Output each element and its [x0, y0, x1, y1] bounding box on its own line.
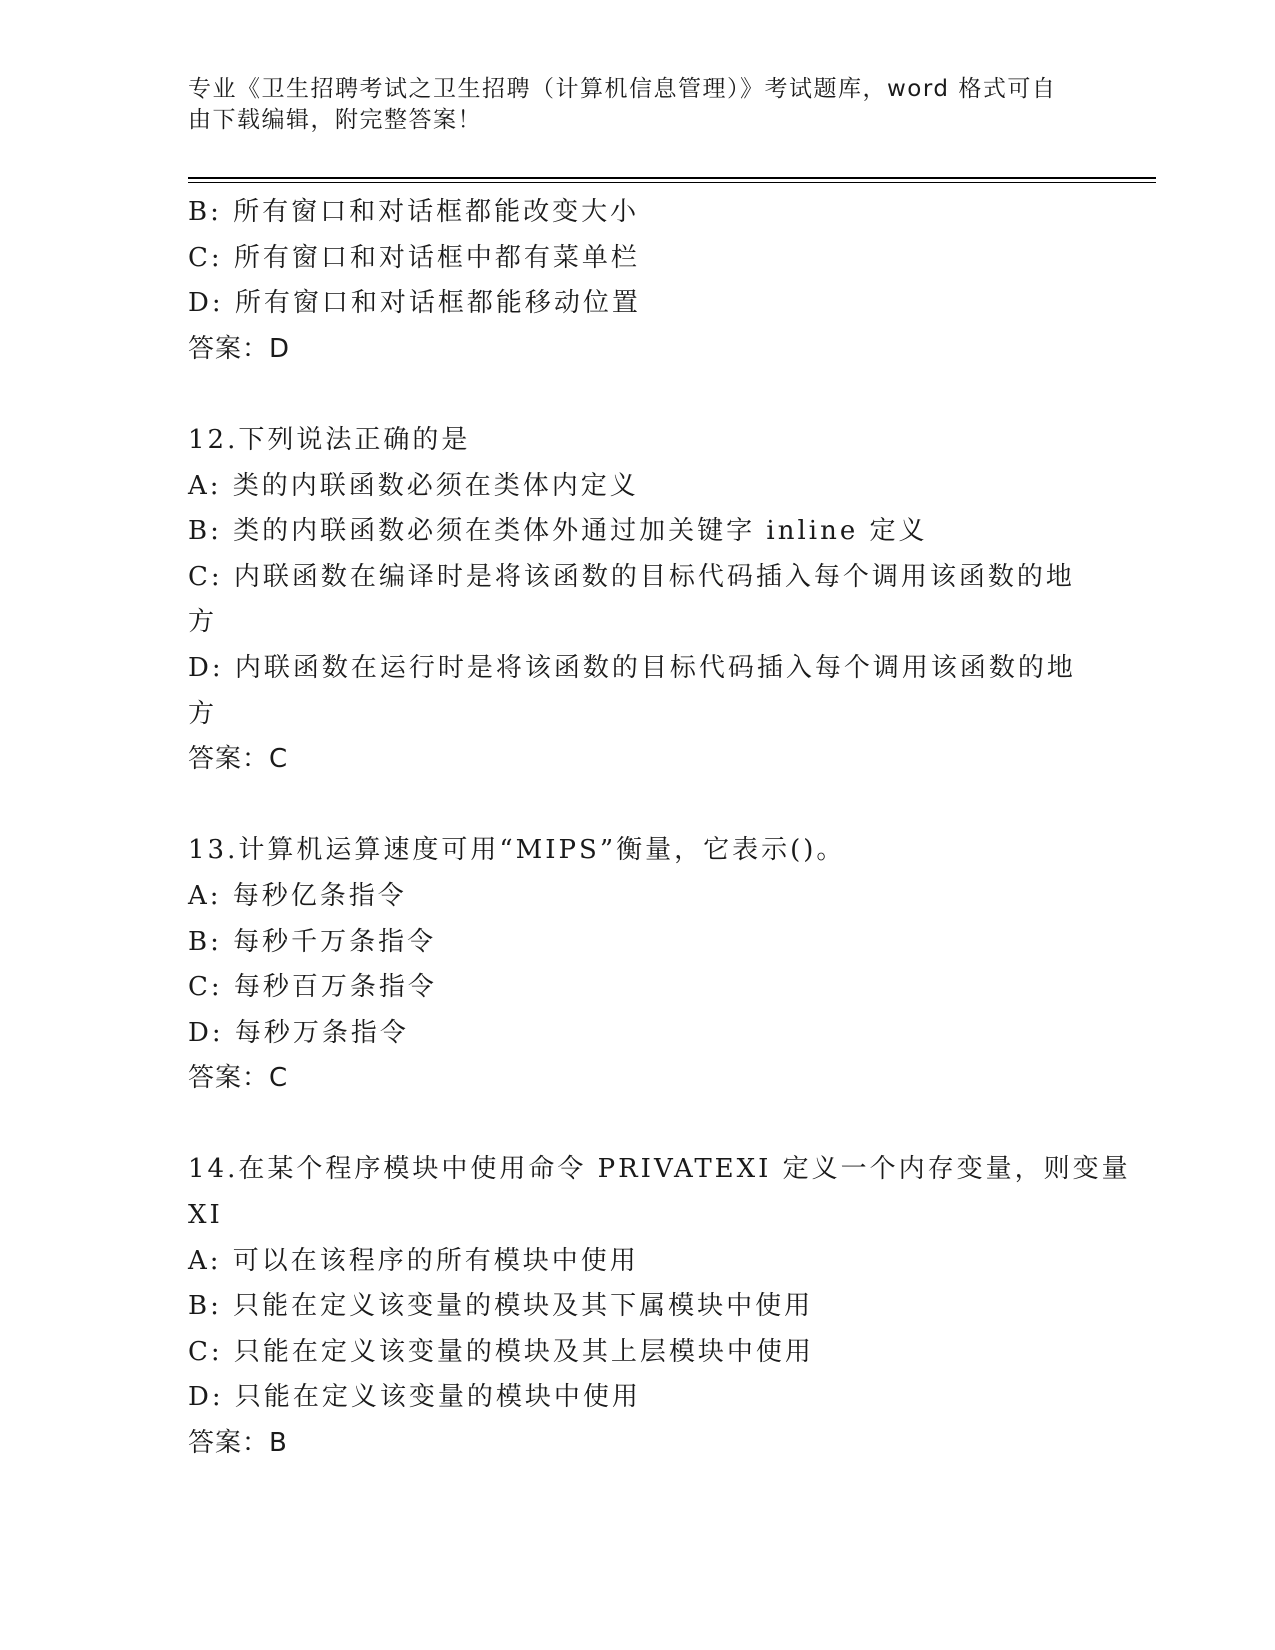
option-b: B: 类的内联函数必须在类体外通过加关键字 inline 定义	[188, 516, 928, 547]
option-a: A: 可以在该程序的所有模块中使用	[188, 1245, 639, 1276]
question-14	[188, 1147, 1131, 1466]
option-a: A: 每秒亿条指令	[188, 880, 407, 911]
option-d-line-1: D: 内联函数在运行时是将该函数的目标代码插入每个调用该函数的地	[188, 652, 1076, 683]
spacer	[188, 1102, 1088, 1148]
option-d: D: 所有窗口和对话框都能移动位置	[188, 288, 641, 319]
option-b: B: 只能在定义该变量的模块及其下属模块中使用	[188, 1291, 814, 1322]
header-line-2: 由下载编辑，附完整答案！	[188, 107, 482, 133]
option-c-line-1: C: 内联函数在编译时是将该函数的目标代码插入每个调用该函数的地	[188, 561, 1075, 592]
option-a: A: 类的内联函数必须在类体内定义	[188, 470, 639, 501]
question-12	[188, 418, 1088, 783]
answer-line: 答案：B	[188, 1428, 288, 1459]
question-13	[188, 828, 1088, 1102]
option-c: C: 只能在定义该变量的模块及其上层模块中使用	[188, 1336, 814, 1367]
document-header	[188, 74, 1068, 136]
question-stem: 13.计算机运算速度可用“MIPS”衡量，它表示()。	[188, 835, 846, 866]
answer-line: 答案：C	[188, 744, 289, 775]
header-divider-thin	[188, 182, 1156, 183]
option-c-line-2: 方	[188, 607, 218, 638]
question-11-tail	[188, 190, 1088, 372]
option-b: B: 每秒千万条指令	[188, 926, 437, 957]
option-c: C: 所有窗口和对话框中都有菜单栏	[188, 242, 640, 273]
question-stem-line-1: 14.在某个程序模块中使用命令 PRIVATEXI 定义一个内存变量，则变量	[188, 1154, 1131, 1185]
option-d: D: 每秒万条指令	[188, 1017, 409, 1048]
option-d: D: 只能在定义该变量的模块中使用	[188, 1382, 641, 1413]
option-c: C: 每秒百万条指令	[188, 972, 437, 1003]
question-stem-line-2: XI	[188, 1200, 223, 1231]
answer-line: 答案：D	[188, 333, 291, 364]
spacer	[188, 783, 1088, 829]
spacer	[188, 372, 1088, 418]
question-body	[188, 190, 1131, 1467]
header-line-1: 专业《卫生招聘考试之卫生招聘（计算机信息管理）》考试题库，word 格式可自	[188, 76, 1057, 102]
option-b: B: 所有窗口和对话框都能改变大小	[188, 197, 640, 227]
header-divider-thick	[188, 177, 1156, 179]
option-d-line-2: 方	[188, 698, 218, 729]
question-stem: 12.下列说法正确的是	[188, 424, 471, 455]
answer-line: 答案：C	[188, 1063, 289, 1094]
